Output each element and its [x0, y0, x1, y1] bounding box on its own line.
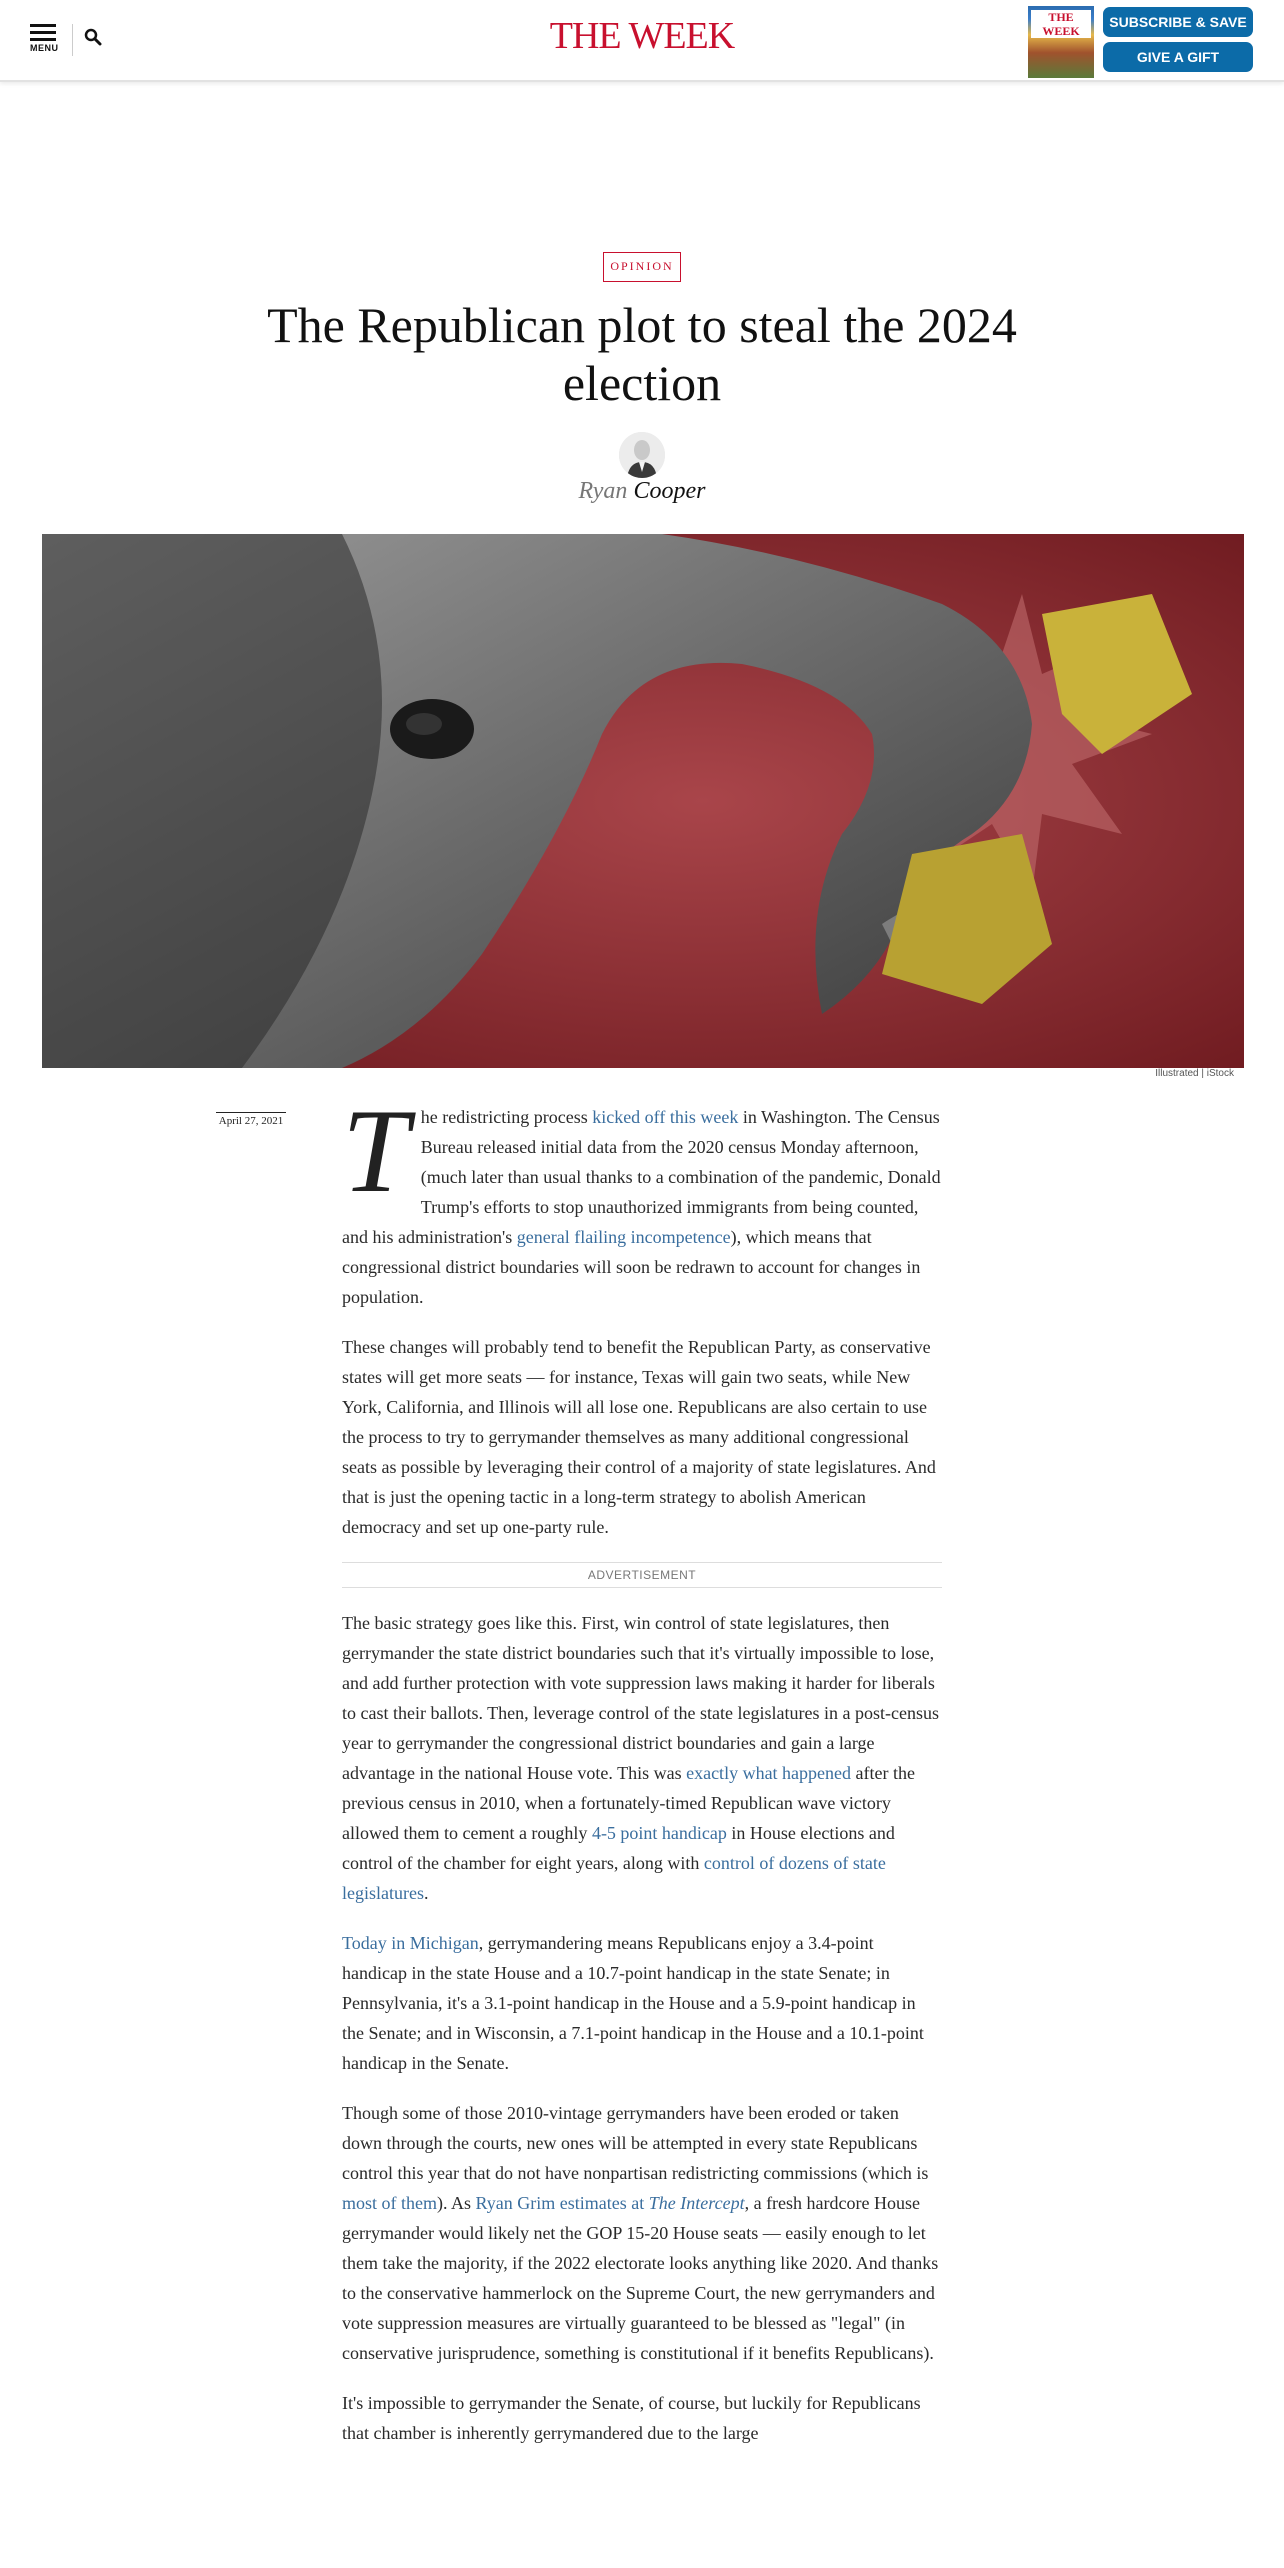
- magazine-masthead: THE WEEK: [1031, 10, 1091, 38]
- text: ). As: [437, 2193, 476, 2213]
- text: , a fresh hardcore House gerrymander would likely net the GOP 15-20 House seats — easily enough to let them take the majority, if the 2022 electorate looks anything like 2020. And thanks to the conservative hammerlock on the Supreme Court, the new gerrymanders and vote suppression measures are virtually guaranteed to be blessed as "legal" (in conservative jurisprudence, something is constitutional if it benefits Republicans).: [342, 2193, 939, 2363]
- text: after the previous census in 2010, when a fortunately-timed Republican wave victory allowed them to cement a roughly: [342, 1763, 915, 1843]
- logo-link[interactable]: THE WEEK: [549, 15, 735, 57]
- author-photo: [619, 432, 665, 478]
- author-first-name: Ryan: [578, 478, 628, 504]
- subscribe-button[interactable]: SUBSCRIBE & SAVE: [1103, 7, 1253, 37]
- link-incompetence[interactable]: general flailing incompetence: [516, 1227, 731, 1247]
- text: in Washington. The Census Bureau released initial data from the 2020 census Monday afternoon, (much later than usual thanks to a combination of the pandemic, Donald Trump's efforts to stop unauthorized immigrants from being counted, and his administration's: [342, 1107, 941, 1247]
- give-gift-button[interactable]: GIVE A GIFT: [1103, 42, 1253, 72]
- text: in House elections and control of the chamber for eight years, along with: [342, 1823, 895, 1873]
- image-credit: Illustrated | iStock: [1155, 1068, 1234, 1079]
- text: .: [423, 1883, 429, 1903]
- menu-label: MENU: [30, 43, 59, 53]
- author-last-name: Cooper: [633, 478, 706, 504]
- text: The Intercept: [648, 2193, 745, 2213]
- text: Though some of those 2010-vintage gerrymanders have been eroded or taken down through the courts, new ones will be attempted in every state Republicans control this year that do not have nonpartisan redistricting commissions (which is: [342, 2103, 929, 2183]
- paragraph-5: [342, 2098, 942, 2368]
- text: , gerrymandering means Republicans enjoy a 3.4-point handicap in the state House and a 10.7-point handicap in the state Senate; in Pennsylvania, it's a 3.1-point handicap in the House and a 5.9-point handicap in the Senate; and in Wisconsin, a 7.1-point handicap in the House and a 10.1-point handicap in the Senate.: [342, 1933, 924, 2073]
- author-byline: [0, 478, 1284, 505]
- text: he redistricting process: [420, 1107, 593, 1127]
- text: The basic strategy goes like this. First, win control of state legislatures, then gerrymander the state district boundaries such that it's virtually impossible to lose, and add further protection with vote suppression laws making it harder for liberals to cast their ballots. Then, leverage control of the state legislatures in a post-census year to gerrymander the congressional district boundaries and gain a large advantage in the national House vote. This was: [342, 1613, 939, 1783]
- link-exactly-what-happened[interactable]: exactly what happened: [686, 1763, 852, 1783]
- link-today-in-michigan[interactable]: Today in Michigan: [342, 1933, 479, 1953]
- text: ), which means that congressional district boundaries will soon be redrawn to account for changes in population.: [342, 1227, 921, 1307]
- magazine-cover[interactable]: [1028, 6, 1094, 78]
- paragraph-3: [342, 1608, 942, 1908]
- article-title: The Republican plot to steal the 2024 election: [267, 297, 1017, 411]
- drop-cap: T: [342, 1084, 409, 1217]
- advertisement-label: ADVERTISEMENT: [342, 1562, 942, 1588]
- paragraph-1: [342, 1084, 942, 1312]
- link-ryan-grim[interactable]: [476, 2193, 745, 2213]
- link-point-handicap[interactable]: 4-5 point handicap: [591, 1823, 727, 1843]
- elephant-illustration: [42, 534, 1244, 1068]
- publish-date: April 27, 2021: [216, 1112, 286, 1127]
- paragraph-2: These changes will probably tend to benefit the Republican Party, as conservative states will get more seats — for instance, Texas will gain two seats, while New York, California, and Illinois will all lose one. Republicans are also certain to use the process to try to gerrymander themselves as many additional congressional seats as possible by leveraging their control of a majority of state legislatures. And that is just the opening tactic in a long-term strategy to abolish American democracy and set up one-party rule.: [342, 1337, 936, 1537]
- paragraph-6: It's impossible to gerrymander the Senate, of course, but luckily for Republicans that chamber is inherently gerrymandered due to the large: [342, 2393, 921, 2443]
- article-body: [342, 1084, 942, 2468]
- author-link[interactable]: [579, 478, 706, 504]
- author-avatar[interactable]: [619, 432, 665, 478]
- link-state-legislatures[interactable]: control of dozens of state legislatures: [342, 1853, 886, 1903]
- site-header: [0, 0, 1284, 82]
- paragraph-4: [342, 1928, 942, 2078]
- category-badge[interactable]: OPINION: [603, 252, 681, 282]
- link-most-of-them[interactable]: most of them: [342, 2193, 437, 2213]
- link-kicked-off[interactable]: kicked off this week: [592, 1107, 739, 1127]
- hero-image: [42, 534, 1244, 1068]
- text: Ryan Grim estimates at: [475, 2193, 649, 2213]
